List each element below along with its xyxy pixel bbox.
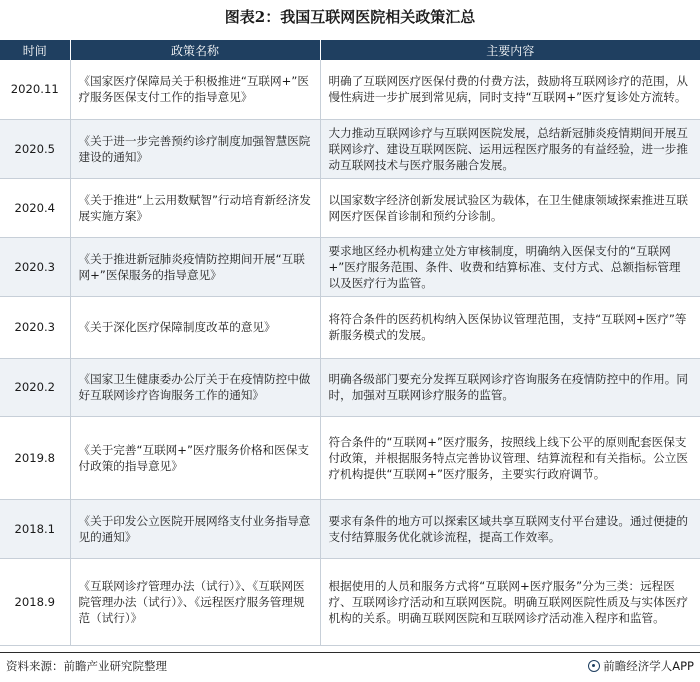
row-policy-name: 《国家卫生健康委办公厅关于在疫情防控中做好互联网诊疗咨询服务工作的通知》 [70,358,320,416]
table-row [0,558,700,645]
row-policy-name: 《关于印发公立医院开展网络支付业务指导意见的通知》 [70,499,320,558]
footer [0,652,700,677]
table-row [0,237,700,296]
row-policy-name: 《关于完善“互联网+”医疗服务价格和医保支付政策的指导意见》 [70,416,320,499]
table-header-row [0,40,700,60]
row-date: 2020.3 [0,237,70,296]
table-row [0,296,700,358]
row-main-content: 大力推动互联网诊疗与互联网医院发展，总结新冠肺炎疫情期间开展互联网诊疗、建设互联网医院、运用远程医疗服务的有益经验，进一步推动互联网技术与医疗服务融合发展。 [320,119,700,178]
table-title: 图表2：我国互联网医院相关政策汇总 [224,8,476,26]
data-source-text: 资料来源：前瞻产业研究院整理 [6,659,167,673]
row-main-content: 根据使用的人员和服务方式将“互联网+医疗服务”分为三类：远程医疗、互联网诊疗活动和互联网医院。明确互联网医院性质及与实体医疗机构的关系。明确互联网医院和互联网诊疗活动准入程序和监管。 [320,558,700,645]
row-main-content: 要求地区经办机构建立处方审核制度，明确纳入医保支付的“互联网+”医疗服务范围、条件、收费和结算标准、支付方式、总额指标管理以及医疗行为监管。 [320,237,700,296]
header-date: 时间 [0,40,70,60]
brand-attribution [588,658,694,674]
row-date: 2018.9 [0,558,70,645]
brand-logo-icon [588,660,600,672]
table-row [0,358,700,416]
row-policy-name: 《互联网诊疗管理办法（试行）》、《互联网医院管理办法（试行）》、《远程医疗服务管理规范（试行）》 [70,558,320,645]
row-policy-name: 《关于进一步完善预约诊疗制度加强智慧医院建设的通知》 [70,119,320,178]
row-date: 2018.1 [0,499,70,558]
table-row [0,60,700,119]
row-main-content: 以国家数字经济创新发展试验区为载体，在卫生健康领域探索推进互联网医疗医保首诊制和预约分诊制。 [320,178,700,237]
row-main-content: 要求有条件的地方可以探索区域共享互联网支付平台建设。通过便捷的支付结算服务优化就诊流程，提高工作效率。 [320,499,700,558]
row-main-content: 符合条件的“互联网+”医疗服务，按照线上线下公平的原则配套医保支付政策，并根据服务特点完善协议管理、结算流程和有关指标。公立医疗机构提供“互联网+”医疗服务，主要实行政府调节。 [320,416,700,499]
table-row [0,499,700,558]
policy-table [0,40,700,646]
row-policy-name: 《关于推进“上云用数赋智”行动培育新经济发展实施方案》 [70,178,320,237]
table-row [0,119,700,178]
row-date: 2019.8 [0,416,70,499]
brand-name: 前瞻经济学人APP [603,659,694,673]
row-date: 2020.3 [0,296,70,358]
row-main-content: 明确了互联网医疗医保付费的付费方法，鼓励将互联网诊疗的范围，从慢性病进一步扩展到常见病，同时支持“互联网+”医疗复诊处方流转。 [320,60,700,119]
row-policy-name: 《国家医疗保障局关于积极推进“互联网+”医疗服务医保支付工作的指导意见》 [70,60,320,119]
row-policy-name: 《关于深化医疗保障制度改革的意见》 [70,296,320,358]
row-main-content: 将符合条件的医药机构纳入医保协议管理范围，支持“互联网+医疗”等新服务模式的发展。 [320,296,700,358]
row-date: 2020.4 [0,178,70,237]
header-policy-name: 政策名称 [70,40,320,60]
header-main-content: 主要内容 [320,40,700,60]
table-row [0,178,700,237]
row-date: 2020.11 [0,60,70,119]
row-policy-name: 《关于推进新冠肺炎疫情防控期间开展“互联网+”医保服务的指导意见》 [70,237,320,296]
row-date: 2020.5 [0,119,70,178]
row-main-content: 明确各级部门要充分发挥互联网诊疗咨询服务在疫情防控中的作用。同时，加强对互联网诊疗服务的监管。 [320,358,700,416]
row-date: 2020.2 [0,358,70,416]
table-row [0,416,700,499]
